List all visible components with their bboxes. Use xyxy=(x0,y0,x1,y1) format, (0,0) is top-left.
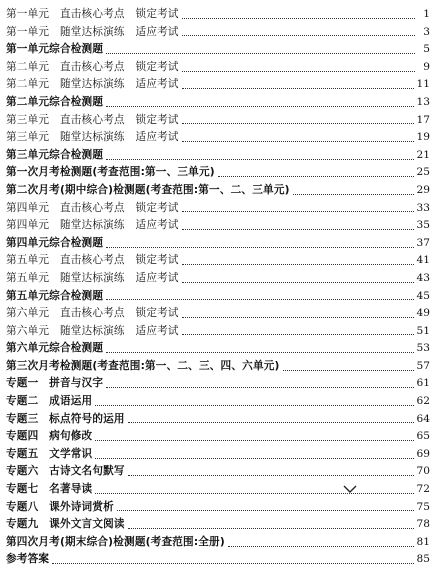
toc-entry-page-number: 17 xyxy=(416,113,430,126)
toc-entry[interactable] xyxy=(6,41,430,59)
toc-entry-title: 专题六 古诗文名句默写 xyxy=(6,465,125,478)
toc-entry[interactable] xyxy=(6,499,430,517)
toc-entry-page-number: 53 xyxy=(416,342,430,355)
toc-entry-page-number: 1 xyxy=(423,8,430,20)
toc-entry-title: 参考答案 xyxy=(6,553,50,566)
toc-entry-page-number: 29 xyxy=(416,183,430,196)
toc-entry-page-number: 45 xyxy=(416,289,430,302)
toc-entry-title: 第四单元综合检测题 xyxy=(6,236,104,249)
dot-leader xyxy=(95,457,413,459)
toc-entry[interactable] xyxy=(6,76,430,94)
dot-leader xyxy=(52,562,413,564)
toc-entry[interactable] xyxy=(6,270,430,288)
toc-entry-page-number: 43 xyxy=(416,271,430,284)
toc-entry[interactable] xyxy=(6,446,430,464)
toc-entry[interactable] xyxy=(6,59,430,77)
toc-entry-page-number: 35 xyxy=(416,219,430,232)
dot-leader xyxy=(182,228,414,230)
toc-entry-page-number: 81 xyxy=(416,535,430,548)
toc-entry[interactable] xyxy=(6,358,430,376)
toc-entry-page-number: 9 xyxy=(423,60,430,73)
toc-entry-title: 专题三 标点符号的运用 xyxy=(6,412,125,425)
toc-entry[interactable] xyxy=(6,375,430,393)
dot-leader xyxy=(182,140,414,142)
toc-entry-page-number: 13 xyxy=(416,95,430,108)
toc-entry-title: 第二单元综合检测题 xyxy=(6,95,104,108)
toc-entry[interactable] xyxy=(6,288,430,306)
toc-entry-title: 第四次月考(期末综合)检测题(考查范围:全册) xyxy=(6,535,225,548)
toc-entry-page-number: 78 xyxy=(416,518,430,531)
toc-entry[interactable] xyxy=(6,481,430,499)
dot-leader xyxy=(182,263,414,265)
toc-entry-title: 专题九 课外文言文阅读 xyxy=(6,518,125,531)
dot-leader xyxy=(106,105,413,107)
toc-entry[interactable] xyxy=(6,112,430,130)
toc-entry-title: 第一单元 随堂达标演练 适应考试 xyxy=(6,25,179,38)
toc-entry[interactable] xyxy=(6,534,430,552)
toc-entry-page-number: 37 xyxy=(416,236,430,249)
toc-entry[interactable] xyxy=(6,24,430,42)
toc-entry[interactable] xyxy=(6,235,430,253)
toc-entry[interactable] xyxy=(6,129,430,147)
toc-entry[interactable] xyxy=(6,217,430,235)
toc-entry[interactable] xyxy=(6,182,430,200)
dot-leader xyxy=(106,298,413,300)
dot-leader xyxy=(293,193,414,195)
toc-entry[interactable] xyxy=(6,200,430,218)
toc-entry-page-number: 5 xyxy=(423,43,430,56)
dot-leader xyxy=(182,17,415,19)
toc-entry-title: 第四单元 直击核心考点 锁定考试 xyxy=(6,201,179,214)
toc-entry-title: 第三单元 直击核心考点 锁定考试 xyxy=(6,113,179,126)
toc-entry-page-number: 75 xyxy=(416,500,430,513)
toc-entry-title: 第二次月考(期中综合)检测题(考查范围:第一、二、三单元) xyxy=(6,183,290,196)
toc-entry-page-number: 49 xyxy=(416,307,430,320)
toc-entry-page-number: 70 xyxy=(416,465,430,478)
dot-leader xyxy=(283,369,414,371)
toc-entry[interactable] xyxy=(6,393,430,411)
toc-entry-title: 第一单元 直击核心考点 锁定考试 xyxy=(6,8,179,20)
toc-entry-title: 第二单元 直击核心考点 锁定考试 xyxy=(6,60,179,73)
toc-entry[interactable] xyxy=(6,252,430,270)
toc-entry-page-number: 3 xyxy=(423,25,430,38)
toc-entry[interactable] xyxy=(6,340,430,358)
toc-entry-title: 专题一 拼音与汉字 xyxy=(6,377,104,390)
toc-entry-title: 第五单元 随堂达标演练 适应考试 xyxy=(6,271,179,284)
toc-entry[interactable] xyxy=(6,323,430,341)
toc-entry-page-number: 69 xyxy=(416,447,430,460)
toc-entry-page-number: 72 xyxy=(416,483,430,496)
toc-entry[interactable] xyxy=(6,94,430,112)
toc-entry[interactable] xyxy=(6,164,430,182)
toc-entry-title: 第六单元 随堂达标演练 适应考试 xyxy=(6,324,179,337)
dot-leader xyxy=(182,87,414,89)
toc-entry-title: 第三单元综合检测题 xyxy=(6,148,104,161)
dot-leader xyxy=(182,122,414,124)
toc-entry-title: 第二单元 随堂达标演练 适应考试 xyxy=(6,78,179,91)
dot-leader xyxy=(95,439,413,441)
toc-entry-page-number: 64 xyxy=(416,412,430,425)
dot-leader xyxy=(106,158,413,160)
toc-entry-page-number: 19 xyxy=(416,131,430,144)
toc-entry-title: 第一单元综合检测题 xyxy=(6,43,104,56)
toc-entry-title: 第一次月考检测题(考查范围:第一、三单元) xyxy=(6,166,215,179)
toc-entry[interactable] xyxy=(6,463,430,481)
dot-leader xyxy=(106,52,415,54)
toc-entry-page-number: 65 xyxy=(416,430,430,443)
toc-entry-page-number: 41 xyxy=(416,254,430,267)
toc-entry[interactable] xyxy=(6,428,430,446)
dot-leader xyxy=(182,281,414,283)
toc-entry-title: 第五单元 直击核心考点 锁定考试 xyxy=(6,254,179,267)
table-of-contents xyxy=(6,6,430,569)
toc-entry[interactable] xyxy=(6,6,430,24)
toc-entry-title: 专题五 文学常识 xyxy=(6,447,93,460)
toc-entry-title: 第五单元综合检测题 xyxy=(6,289,104,302)
toc-entry-page-number: 57 xyxy=(416,359,430,372)
dot-leader xyxy=(128,474,414,476)
toc-entry-title: 第六单元综合检测题 xyxy=(6,342,104,355)
toc-entry[interactable] xyxy=(6,516,430,534)
toc-entry-title: 专题二 成语运用 xyxy=(6,395,93,408)
dot-leader xyxy=(182,333,414,335)
dot-leader xyxy=(117,509,414,511)
toc-entry-page-number: 62 xyxy=(416,395,430,408)
toc-entry-page-number: 21 xyxy=(416,148,430,161)
toc-entry-page-number: 61 xyxy=(416,377,430,390)
toc-entry[interactable] xyxy=(6,411,430,429)
dot-leader xyxy=(218,175,414,177)
toc-entry[interactable] xyxy=(6,147,430,165)
toc-entry-page-number: 33 xyxy=(416,201,430,214)
dot-leader xyxy=(182,70,415,72)
dot-leader xyxy=(106,386,413,388)
dot-leader xyxy=(128,421,414,423)
toc-entry-page-number: 51 xyxy=(416,324,430,337)
toc-entry-title: 专题八 课外诗词赏析 xyxy=(6,500,114,513)
toc-entry-title: 专题四 病句修改 xyxy=(6,430,93,443)
dot-leader xyxy=(182,210,414,212)
chevron-down-icon xyxy=(343,485,357,493)
toc-entry-page-number: 25 xyxy=(416,166,430,179)
dot-leader xyxy=(182,316,414,318)
toc-entry-page-number: 85 xyxy=(416,553,430,566)
dot-leader xyxy=(106,246,413,248)
dot-leader xyxy=(95,404,413,406)
dot-leader xyxy=(106,351,413,353)
toc-entry-page-number: 11 xyxy=(416,78,430,91)
dot-leader xyxy=(182,34,415,36)
toc-entry-title: 第三次月考检测题(考查范围:第一、二、三、四、六单元) xyxy=(6,359,280,372)
toc-entry-title: 第六单元 直击核心考点 锁定考试 xyxy=(6,307,179,320)
toc-entry[interactable] xyxy=(6,551,430,569)
dot-leader xyxy=(128,527,414,529)
toc-entry-title: 第四单元 随堂达标演练 适应考试 xyxy=(6,219,179,232)
toc-entry-title: 第三单元 随堂达标演练 适应考试 xyxy=(6,131,179,144)
toc-entry[interactable] xyxy=(6,305,430,323)
toc-entry-title: 专题七 名著导读 xyxy=(6,483,93,496)
dot-leader xyxy=(228,545,414,547)
